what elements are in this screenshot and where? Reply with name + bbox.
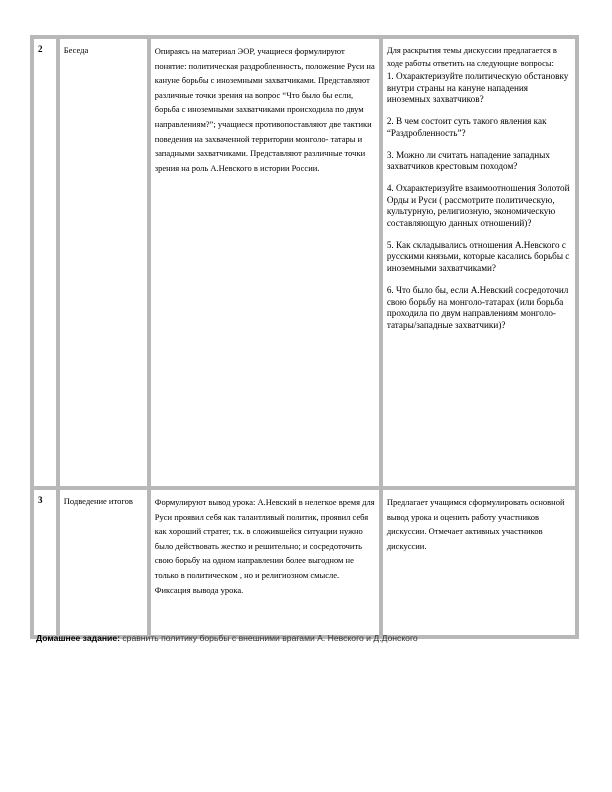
table-row xyxy=(32,37,577,488)
homework-line xyxy=(36,633,418,643)
teacher-intro: Для раскрытия темы дискуссии предлагается в ходе работы ответить на следующие вопросы: xyxy=(386,45,557,68)
homework-text: сравнить политику борьбы с внешними врагами А. Невского и Д.Донского xyxy=(119,633,418,643)
students-activity-cell: Формулируют вывод урока: А.Невский в нелегкое время для Руси проявил себя как талантливый политик, проявил себя как хороший стратег, т.к. в сложившейся ситуации нужно было действовать жестко и решительно; и сосредоточить свою борьбу на одном направлении более выгодном не только в политическом , но и религиозном смысле. Фиксация вывода урока. xyxy=(149,488,381,637)
lesson-table xyxy=(30,35,579,639)
question-item: 5. Как складывались отношения А.Невского с русскими князьми, которые касались борьбы с иноземными захватчиками? xyxy=(386,239,570,274)
teacher-activity-cell xyxy=(381,37,577,488)
table-row xyxy=(32,488,577,637)
row-number: 3 xyxy=(32,488,58,637)
stage-cell: Подведение итогов xyxy=(58,488,149,637)
teacher-activity-cell: Предлагает учащимся сформулировать основной вывод урока и оценить работу участников дискуссии. Отмечает активных участников дискуссии. xyxy=(381,488,577,637)
question-item: 6. Что было бы, если А.Невский сосредоточил свою борьбу на монголо-татарах (или борьба проходила по двум направлениям монголо-татары/западные захватчики)? xyxy=(386,284,569,330)
question-item: 3. Можно ли считать нападение западных захватчиков крестовым походом? xyxy=(386,149,550,172)
question-item: 2. В чем состоит суть такого явления как “Раздробленность”? xyxy=(386,116,547,138)
students-activity-cell: Опираясь на материал ЭОР, учащиеся формулируют понятие: политическая раздробленность, положение Руси на канунe борьбы с иноземными захватчиками. Представляют различные точки зрения на вопрос “Что было бы если, борьба с иноземными захватчиками происходила по двум направлениям?”; учащиеся противопоставляют две тактики поведения на захваченной территории монголо- татары и западными захватчиками. Представляют различные точки зрения на роль А.Невского в истории России. xyxy=(149,37,381,488)
question-item: 1. Охарактеризуйте политическую обстановку внутри страны на кануне нападения иноземных захватчиков? xyxy=(386,71,569,105)
question-item: 4. Охарактеризуйте взаимоотношения Золотой Орды и Руси ( рассмотрите политическую, культурную, религиозную, экономическую составляющую данных отношений)? xyxy=(386,182,570,229)
row-number: 2 xyxy=(32,37,58,488)
stage-cell: Беседа xyxy=(58,37,149,488)
homework-label: Домашнее задание: xyxy=(36,633,120,643)
